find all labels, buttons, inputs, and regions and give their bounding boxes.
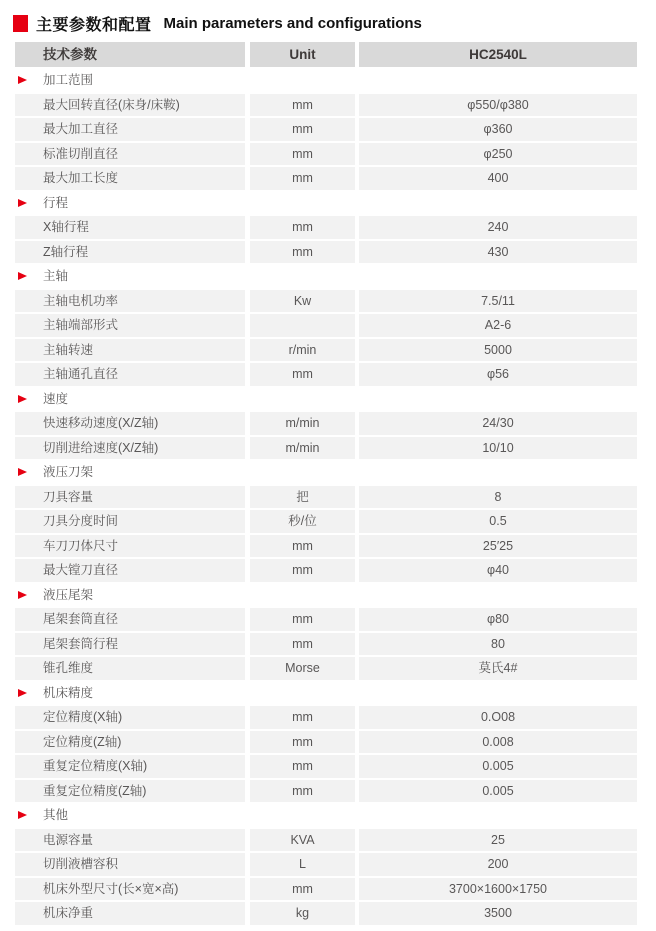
cell-param: 最大回转直径(床身/床鞍) [15,94,245,117]
cell-value: φ250 [359,143,637,166]
table-row [15,829,637,852]
table-row [15,241,637,264]
red-triangle-icon [18,811,27,819]
cell-param: 主轴电机功率 [15,290,245,313]
table-row [15,412,637,435]
cell-unit: L [250,853,355,876]
table-row [15,755,637,778]
cell-param: 锥孔维度 [15,657,245,680]
header-unit: Unit [250,42,355,67]
cell-value: φ56 [359,363,637,386]
cell-value: 0.005 [359,780,637,803]
cell-param: Z轴行程 [15,241,245,264]
cell-param: 最大镗刀直径 [15,559,245,582]
red-square-icon [13,15,28,32]
cell-value: 莫氏4# [359,657,637,680]
red-triangle-icon [18,468,27,476]
cell-unit: mm [250,216,355,239]
cell-unit: mm [250,241,355,264]
cell-value: A2-6 [359,314,637,337]
cell-param: 尾架套筒直径 [15,608,245,631]
cell-param: 标准切削直径 [15,143,245,166]
cell-param: 最大加工直径 [15,118,245,141]
table-row [15,94,637,117]
cell-value: φ40 [359,559,637,582]
page-title-english: Main parameters and configurations [163,14,422,32]
cell-value: 0.008 [359,731,637,754]
section-header-row [15,265,637,288]
red-triangle-icon [18,76,27,84]
section-label: 行程 [43,195,69,210]
table-row [15,780,637,803]
cell-value: φ80 [359,608,637,631]
spec-table [15,42,637,927]
cell-value: 3700×1600×1750 [359,878,637,901]
table-header-row [15,42,637,67]
cell-param: 刀具分度时间 [15,510,245,533]
header-model: HC2540L [359,42,637,67]
cell-unit: mm [250,706,355,729]
cell-param: 定位精度(Z轴) [15,731,245,754]
cell-param: 机床外型尺寸(长×宽×高) [15,878,245,901]
cell-value: 25′25 [359,535,637,558]
cell-unit: KVA [250,829,355,852]
table-row [15,216,637,239]
cell-value: 240 [359,216,637,239]
section-header-row [15,69,637,92]
cell-value: 0.005 [359,755,637,778]
cell-param: 切削进给速度(X/Z轴) [15,437,245,460]
cell-value: 7.5/11 [359,290,637,313]
cell-unit: mm [250,633,355,656]
cell-value: 0.O08 [359,706,637,729]
cell-unit: m/min [250,412,355,435]
table-row [15,290,637,313]
table-row [15,633,637,656]
cell-value: 25 [359,829,637,852]
table-row [15,437,637,460]
section-label: 机床精度 [43,685,94,700]
table-row [15,535,637,558]
section-label: 液压尾架 [43,587,94,602]
table-row [15,486,637,509]
table-row [15,731,637,754]
table-row [15,510,637,533]
page-title-chinese: 主要参数和配置 [36,16,152,34]
cell-value: 400 [359,167,637,190]
cell-unit: mm [250,167,355,190]
red-triangle-icon [18,199,27,207]
table-row [15,902,637,925]
section-label: 速度 [43,391,69,406]
cell-param: X轴行程 [15,216,245,239]
cell-unit: r/min [250,339,355,362]
cell-unit: 秒/位 [250,510,355,533]
cell-unit: mm [250,94,355,117]
cell-param: 电源容量 [15,829,245,852]
table-row [15,706,637,729]
cell-unit: mm [250,608,355,631]
section-header-row [15,804,637,827]
table-row [15,143,637,166]
cell-value: φ550/φ380 [359,94,637,117]
cell-unit: mm [250,143,355,166]
cell-unit: mm [250,363,355,386]
table-row [15,363,637,386]
cell-unit: mm [250,535,355,558]
section-header-row [15,461,637,484]
table-row [15,608,637,631]
cell-unit: mm [250,878,355,901]
table-row [15,878,637,901]
cell-unit [250,314,355,337]
cell-unit: mm [250,559,355,582]
cell-param: 车刀刀体尺寸 [15,535,245,558]
section-label: 其他 [43,808,69,822]
section-label: 液压刀架 [43,465,94,479]
cell-unit: 把 [250,486,355,509]
section-header-row [15,192,637,215]
section-header-row [15,584,637,607]
cell-unit: Morse [250,657,355,680]
cell-value: 430 [359,241,637,264]
cell-unit: m/min [250,437,355,460]
header-param: 技术参数 [15,42,245,67]
cell-value: φ360 [359,118,637,141]
section-header-row [15,388,637,411]
table-body [15,69,637,925]
cell-unit: mm [250,118,355,141]
table-row [15,339,637,362]
cell-value: 0.5 [359,510,637,533]
cell-value: 24/30 [359,412,637,435]
page-title [0,0,656,36]
cell-value: 10/10 [359,437,637,460]
section-header-row [15,682,637,705]
table-row [15,314,637,337]
cell-unit: mm [250,731,355,754]
table-row [15,657,637,680]
cell-unit: Kw [250,290,355,313]
table-row [15,167,637,190]
cell-param: 主轴端部形式 [15,314,245,337]
section-label: 加工范围 [43,73,94,87]
cell-unit: kg [250,902,355,925]
red-triangle-icon [18,591,27,599]
cell-value: 5000 [359,339,637,362]
cell-param: 切削液槽容积 [15,853,245,876]
cell-unit: mm [250,755,355,778]
cell-unit: mm [250,780,355,803]
cell-param: 机床净重 [15,902,245,925]
section-label: 主轴 [43,269,69,283]
red-triangle-icon [18,272,27,280]
cell-param: 定位精度(X轴) [15,706,245,729]
cell-value: 3500 [359,902,637,925]
cell-param: 最大加工长度 [15,167,245,190]
cell-param: 刀具容量 [15,486,245,509]
cell-param: 重复定位精度(X轴) [15,755,245,778]
cell-value: 200 [359,853,637,876]
cell-param: 尾架套筒行程 [15,633,245,656]
cell-param: 快速移动速度(X/Z轴) [15,412,245,435]
table-row [15,118,637,141]
cell-param: 主轴通孔直径 [15,363,245,386]
table-row [15,853,637,876]
red-triangle-icon [18,395,27,403]
red-triangle-icon [18,689,27,697]
cell-value: 80 [359,633,637,656]
cell-param: 重复定位精度(Z轴) [15,780,245,803]
cell-param: 主轴转速 [15,339,245,362]
table-row [15,559,637,582]
cell-value: 8 [359,486,637,509]
